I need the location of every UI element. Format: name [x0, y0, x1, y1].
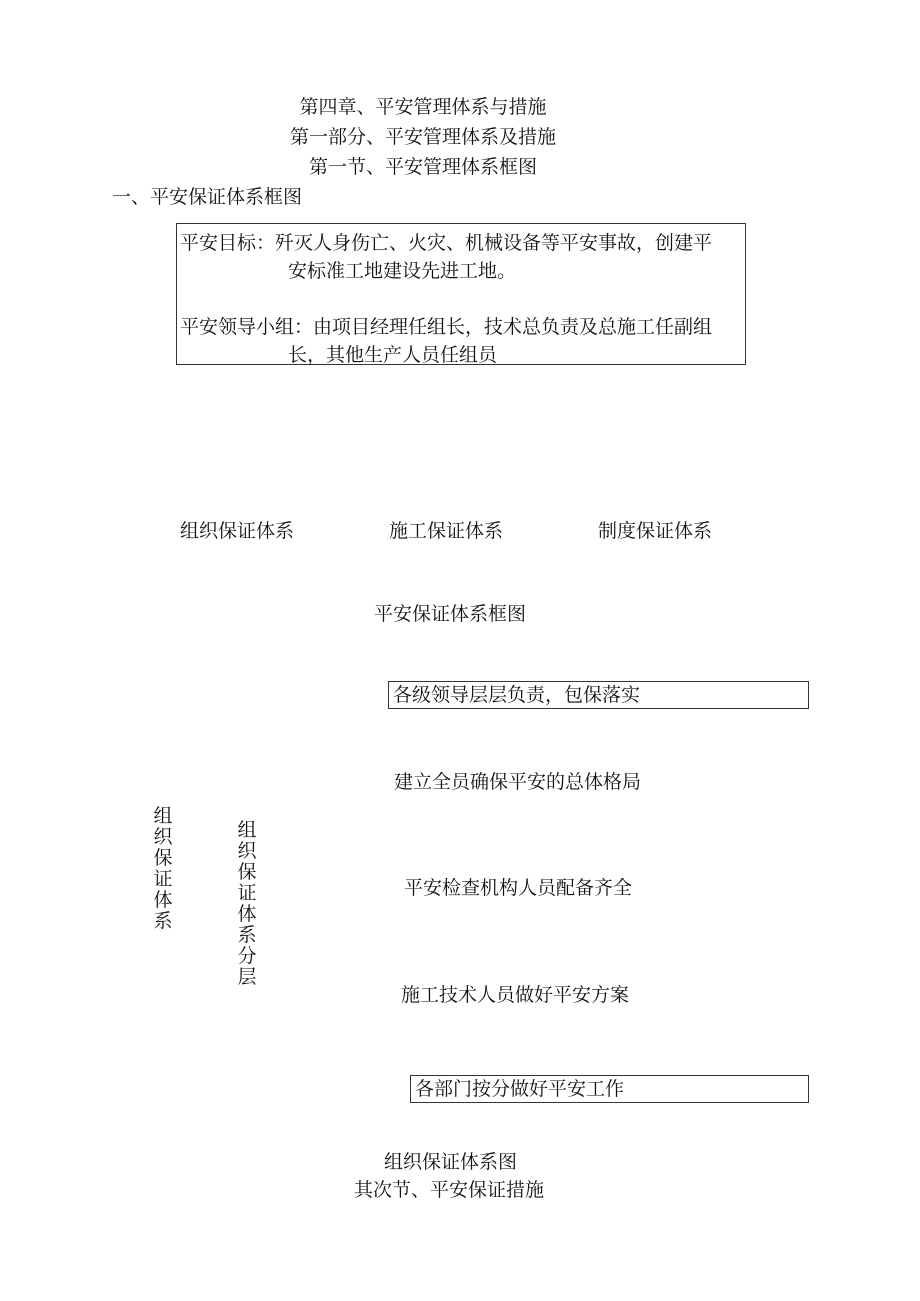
framework-caption: 平安保证体系框图: [374, 603, 527, 625]
next-section-heading: 其次节、平安保证措施: [354, 1179, 545, 1201]
goal-line-2: 安标准工地建设先进工地。: [288, 260, 517, 282]
leadership-group-line-1: 平安领导小组：由项目经理任组长，技术总负责及总施工任副组: [180, 316, 713, 338]
leadership-group-line-2: 长，其他生产人员任组员: [288, 344, 498, 366]
organization-layers-vertical-label: 组织保证体系分层: [237, 819, 257, 988]
part-heading: 第一部分、平安管理体系及措施: [289, 126, 556, 148]
level-3-text: 平安检查机构人员配备齐全: [404, 877, 633, 899]
level-5-box: [410, 1075, 809, 1103]
level-5-text: 各部门按分做好平安工作: [415, 1078, 625, 1100]
institution-system-label: 制度保证体系: [598, 520, 713, 542]
org-chart-caption: 组织保证体系图: [384, 1151, 518, 1173]
construction-system-label: 施工保证体系: [389, 520, 504, 542]
level-1-text: 各级领导层层负责，包保落实: [393, 684, 641, 706]
section-heading: 第一节、平安管理体系框图: [308, 156, 537, 178]
level-1-box: [388, 681, 809, 709]
organization-system-label: 组织保证体系: [180, 520, 295, 542]
safety-goal-box: [176, 223, 746, 365]
subsection-heading: 一、平安保证体系框图: [112, 186, 303, 208]
level-2-text: 建立全员确保平安的总体格局: [394, 771, 642, 793]
level-4-text: 施工技术人员做好平安方案: [401, 984, 630, 1006]
organization-system-vertical-label: 组织保证体系: [153, 805, 173, 932]
goal-line-1: 平安目标：歼灭人身伤亡、火灾、机械设备等平安事故，创建平: [180, 232, 713, 254]
chapter-heading: 第四章、平安管理体系与措施: [299, 96, 547, 118]
